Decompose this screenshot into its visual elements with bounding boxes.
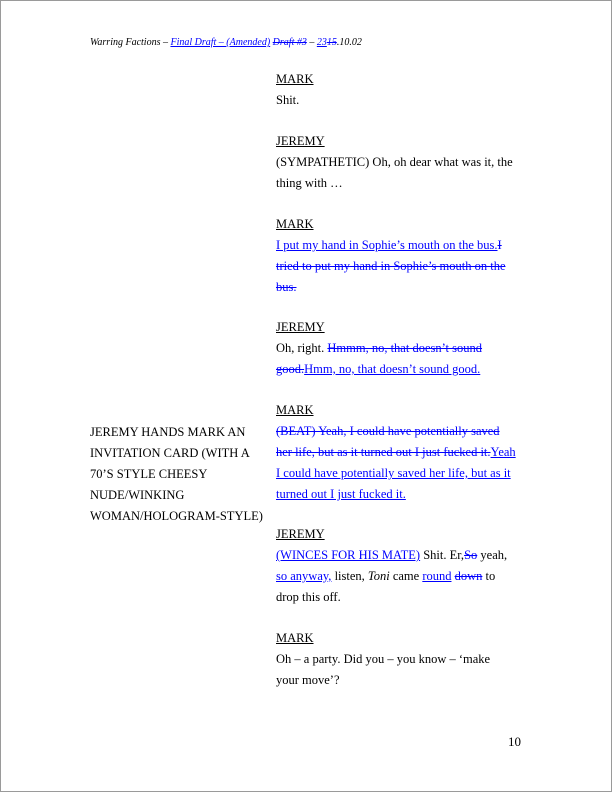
inserted-text: round: [422, 569, 452, 583]
header-inserted-draft: Final Draft – (Amended): [170, 37, 271, 48]
page-number: 10: [508, 734, 521, 749]
dialogue-fragment: yeah,: [477, 548, 508, 562]
dialogue-text: Oh – a party. Did you – you know – ‘make your move’?: [276, 652, 491, 687]
dialogue-block: [276, 317, 516, 380]
character-name-italic: Toni: [367, 569, 390, 583]
dialogue-block: [276, 628, 516, 691]
dialogue-fragment: listen,: [331, 569, 368, 583]
inserted-text: I put my hand in Sophie’s mouth on the bus.: [276, 238, 498, 252]
deleted-text: (BEAT) Yeah, I could have potentially saved her life, but as it turned out I just fucked it.: [276, 424, 500, 459]
running-header: [90, 37, 362, 48]
deleted-text: Hmmm, no, that doesn’t sound good.: [276, 341, 483, 376]
header-title: Warring Factions: [90, 37, 161, 48]
dialogue-block: [276, 131, 516, 194]
speaker-name: MARK: [276, 217, 314, 231]
dialogue-text: [276, 545, 516, 608]
dialogue-fragment: to drop this off.: [276, 569, 496, 604]
header-deleted-draft: Draft #3: [272, 37, 307, 48]
stage-direction: JEREMY HANDS MARK AN INVITATION CARD (WITH A 70’S STYLE CHEESY NUDE/WINKING WOMAN/HOLOGRAM-STYLE): [90, 425, 263, 523]
dialogue-fragment: Shit. Er,: [420, 548, 465, 562]
speaker-name: JEREMY: [276, 527, 325, 541]
speaker-name: JEREMY: [276, 134, 325, 148]
speaker-name: JEREMY: [276, 320, 325, 334]
dialogue-text: Shit.: [276, 93, 300, 107]
dialogue-block: [276, 524, 516, 608]
speaker-name: MARK: [276, 72, 314, 86]
inserted-text: (WINCES FOR HIS MATE): [276, 548, 421, 562]
dialogue-block: [276, 214, 516, 298]
inserted-text: Hmm, no, that doesn’t sound good.: [304, 362, 481, 376]
dialogue-text: [276, 235, 516, 298]
header-date-rest: .10.02: [336, 37, 362, 48]
dialogue-lead: Oh, right.: [276, 341, 328, 355]
header-separator: –: [160, 37, 171, 48]
speaker-name: MARK: [276, 403, 314, 417]
header-deleted-date: 15: [326, 37, 337, 48]
speaker-name: MARK: [276, 631, 314, 645]
dialogue-text: [276, 338, 516, 380]
header-inserted-date: 23: [316, 37, 327, 48]
inserted-text: Yeah I could have potentially saved her life, but as it turned out I just fucked it.: [276, 445, 516, 501]
inserted-text: so anyway,: [276, 569, 332, 583]
deleted-text: So: [464, 548, 478, 562]
dialogue-fragment: came: [389, 569, 423, 583]
dialogue-block: [276, 400, 516, 505]
deleted-text: I tried to put my hand in Sophie’s mouth on the bus.: [276, 238, 506, 294]
deleted-text: down: [454, 569, 483, 583]
dialogue-text: [276, 421, 516, 505]
dialogue-text: (SYMPATHETIC) Oh, oh dear what was it, the thing with …: [276, 155, 513, 190]
header-separator: –: [306, 37, 317, 48]
dialogue-block: [276, 69, 516, 111]
